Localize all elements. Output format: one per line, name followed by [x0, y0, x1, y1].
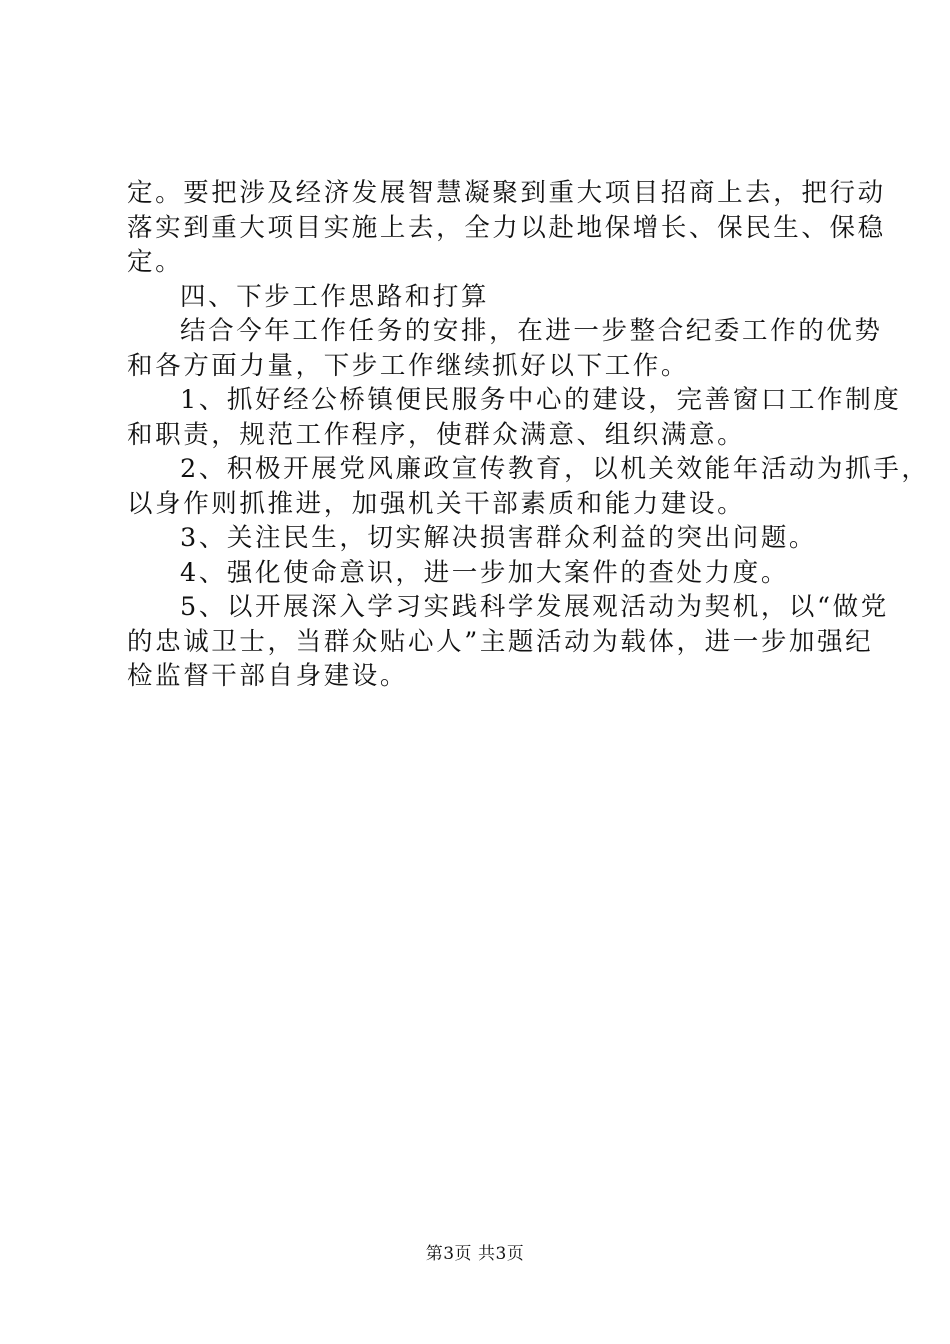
page-footer: 第3页 共3页	[425, 1244, 525, 1264]
text-line-3: 定。	[127, 247, 184, 277]
list-item-5-cont-1: 的忠诚卫士，当群众贴心人”主题活动为载体，进一步加强纪	[127, 626, 874, 657]
document-body	[127, 176, 930, 694]
text-line-6: 和各方面力量，下步工作继续抓好以下工作。	[127, 350, 690, 381]
list-item-2: 2、积极开展党风廉政宣传教育，以机关效能年活动为抓手，	[180, 454, 930, 484]
section-heading: 四、下步工作思路和打算	[180, 281, 490, 312]
list-item-2-cont: 以身作则抓推进，加强机关干部素质和能力建设。	[127, 488, 746, 519]
text-line-1: 定。要把涉及经济发展智慧凝聚到重大项目招商上去，把行动	[127, 178, 886, 208]
text-line-2: 落实到重大项目实施上去，全力以赴地保增长、保民生、保稳	[127, 212, 886, 243]
list-item-1: 1、抓好经公桥镇便民服务中心的建设，完善窗口工作制度	[180, 385, 902, 415]
text-line-5: 结合今年工作任务的安排，在进一步整合纪委工作的优势	[180, 316, 883, 346]
list-item-5-cont-2: 检监督干部自身建设。	[127, 661, 409, 691]
list-item-4: 4、强化使命意识，进一步加大案件的查处力度。	[180, 557, 789, 588]
list-item-1-cont: 和职责，规范工作程序，使群众满意、组织满意。	[127, 419, 746, 450]
list-item-3: 3、关注民生，切实解决损害群众利益的突出问题。	[180, 523, 818, 553]
list-item-5: 5、以开展深入学习实践科学发展观活动为契机，以“做党	[180, 592, 889, 622]
